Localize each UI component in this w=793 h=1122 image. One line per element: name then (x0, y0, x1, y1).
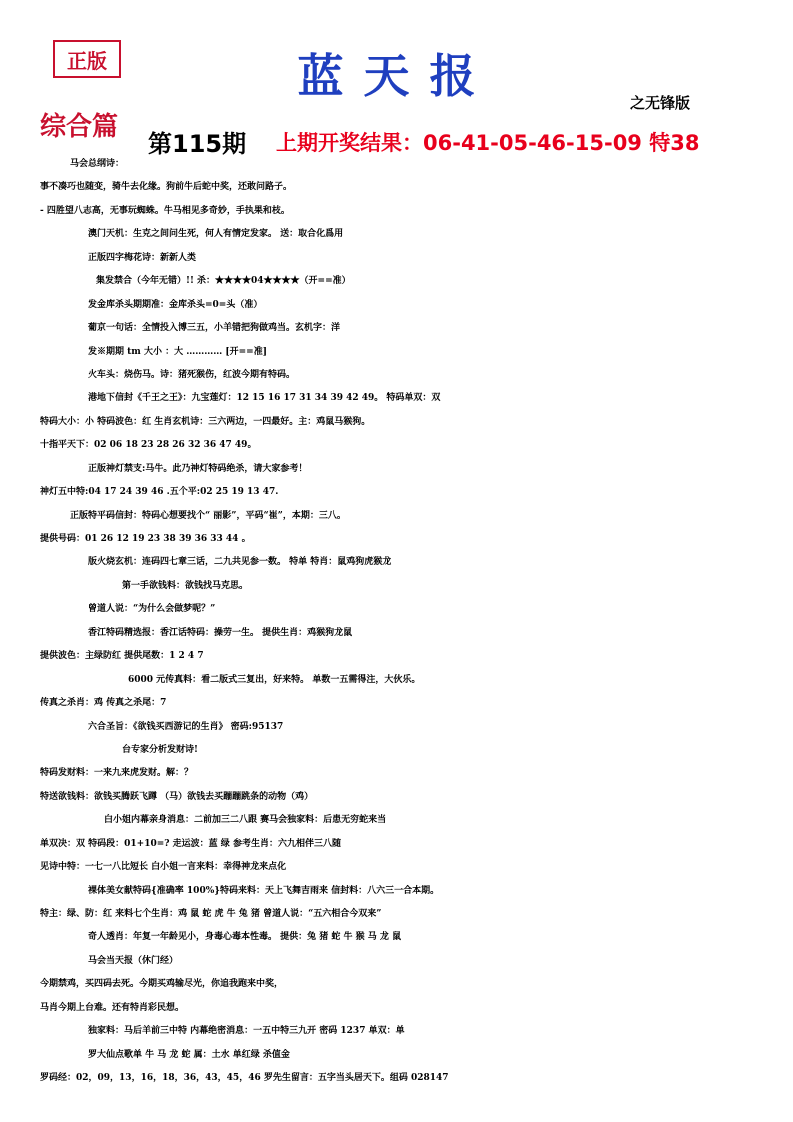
text-line: 第一手欲钱料：欲钱找马克思。 (122, 580, 249, 591)
edition-label: 之无锋版 (630, 94, 691, 112)
text-line: 奇人透肖：年复一年龄见小，身毒心毒本性毒。 提供：兔 猪 蛇 牛 猴 马 龙 鼠 (88, 932, 402, 943)
text-line: 6000 元传真料：看二版式三复出，好来特。 单数一五需得注，大伙乐。 (128, 674, 421, 685)
text-line: 特码大小：小 特码波色：红 生肖玄机诗：三六两边，一四最好。主：鸡鼠马猴狗。 (40, 416, 371, 427)
text-line: 罗大仙点歌单 牛 马 龙 蛇 属：土水 单红绿 杀值金 (88, 1049, 290, 1060)
text-line: 正版特平码信封：特码心想要找个“ 丽影”，平码“崔”，本期：三八。 (70, 510, 346, 521)
text-line: 十指平天下：02 06 18 23 28 26 32 36 47 49。 (40, 440, 257, 451)
previous-result: 上期开奖结果：06-41-05-46-15-09 特38 (276, 131, 700, 155)
text-line: 六合圣旨：《欲钱买西游记的生肖》 密码:95137 (88, 721, 284, 732)
text-line: 事不凑巧也随变，骑牛去化缘。狗前牛后蛇中奖，还敢问路子。 (40, 182, 293, 193)
text-line: 版火烧玄机：连码四七章三话，二九共见参一数。 特单 特肖：鼠鸡狗虎猴龙 (88, 557, 392, 568)
text-line: 火车头：烧伤马。诗：猪死猴伤，红波今期有特码。 (88, 369, 296, 380)
text-line: 马会总纲诗： (70, 159, 125, 169)
text-line: 罗码经：02，09，13，16，18，36，43，45，46 罗先生留言：五字当头居天下。组码 028147 (40, 1073, 449, 1084)
text-line: 单双决：双 特码段：01+10=? 走运波：蓝 绿 参考生肖：六九相伴三八随 (40, 838, 341, 849)
text-line: 传真之杀肖：鸡 传真之杀尾：7 (40, 698, 167, 709)
text-line: 正版四字梅花诗：新新人类 (88, 252, 197, 263)
edition-stamp: 正版 (53, 40, 121, 78)
text-line: 葡京一句话：全情投入博三五，小羊错把狗做鸡当。玄机字：洋 (88, 323, 341, 334)
text-line: 提供波色：主绿防红 提供尾数：1 2 4 7 (40, 651, 204, 662)
text-line: 白小姐内幕亲身消息：二前加三二八跟 赛马会独家料：后患无穷蛇来当 (104, 815, 387, 826)
text-line: 曾道人说：“为什么会做梦呢？” (88, 604, 216, 615)
text-line: 台专家分析发财诗! (122, 744, 198, 755)
text-line: 特送欲钱料：欲钱买腾跃飞蹲 （马）欲钱去买蹦蹦跳条的动物（鸡） (40, 791, 314, 802)
text-line: - 四胜望八志高，无事玩蜘蛛。牛马相见多奇妙，手执果和枝。 (40, 205, 290, 216)
text-line: 独家料：马后羊前三中特 内幕绝密消息：一五中特三九开 密码 1237 单双：单 (88, 1026, 405, 1037)
text-line: 正版神灯禁支:马牛。此乃神灯特码绝杀，请大家参考！ (88, 463, 308, 474)
text-line: 集发禁合（今年无错）!! 杀：★★★★04★★★★（开==准） (96, 276, 351, 287)
issue-number: 第115期 (148, 130, 247, 158)
text-line: 马肖今期上台难。还有特肖彩民想。 (40, 1002, 185, 1013)
text-line: 见诗中特：一七一八比短长 白小姐一言来料：幸得神龙来点化 (40, 862, 287, 873)
text-line: 特主：绿、防：红 来料七个生肖：鸡 鼠 蛇 虎 牛 兔 猪 曾道人说：“五六相合今双来” (40, 909, 382, 919)
text-line: 裸体美女献特码{准确率 100%}特码来料：天上飞舞吉雨来 信封料：八六三一合本期。 (88, 885, 440, 896)
newspaper-title: 蓝天报 (297, 49, 496, 103)
section-label: 综合篇 (40, 112, 119, 142)
text-line: 港地下信封《千王之王》：九宝莲灯：12 15 16 17 31 34 39 42 49。 特码单双：双 (88, 393, 441, 404)
text-line: 发※期期 tm 大小 ：大 ………… [开==准] (88, 346, 267, 357)
text-line: 发金库杀头期期准：金库杀头=0=头（准） (88, 299, 263, 310)
text-line: 特码发财料：一来九来虎发财。解：？ (40, 768, 194, 779)
text-line: 马会当天报（休门经） (88, 955, 179, 966)
article-body (0, 153, 793, 1091)
text-line: 提供号码：01 26 12 19 23 38 39 36 33 44 。 (40, 534, 251, 544)
text-line: 神灯五中特:04 17 24 39 46 .五个平:02 25 19 13 47. (40, 487, 279, 498)
text-line: 今期禁鸡，买四码去死。今期买鸡输尽光，你追我跑来中奖， (40, 979, 284, 990)
text-line: 香江特码精选报：香江话特码：操劳一生。 提供生肖：鸡猴狗龙鼠 (88, 627, 353, 638)
text-line: 澳门天机：生克之间问生死，何人有情定发家。 送：取合化爲用 (88, 229, 344, 240)
